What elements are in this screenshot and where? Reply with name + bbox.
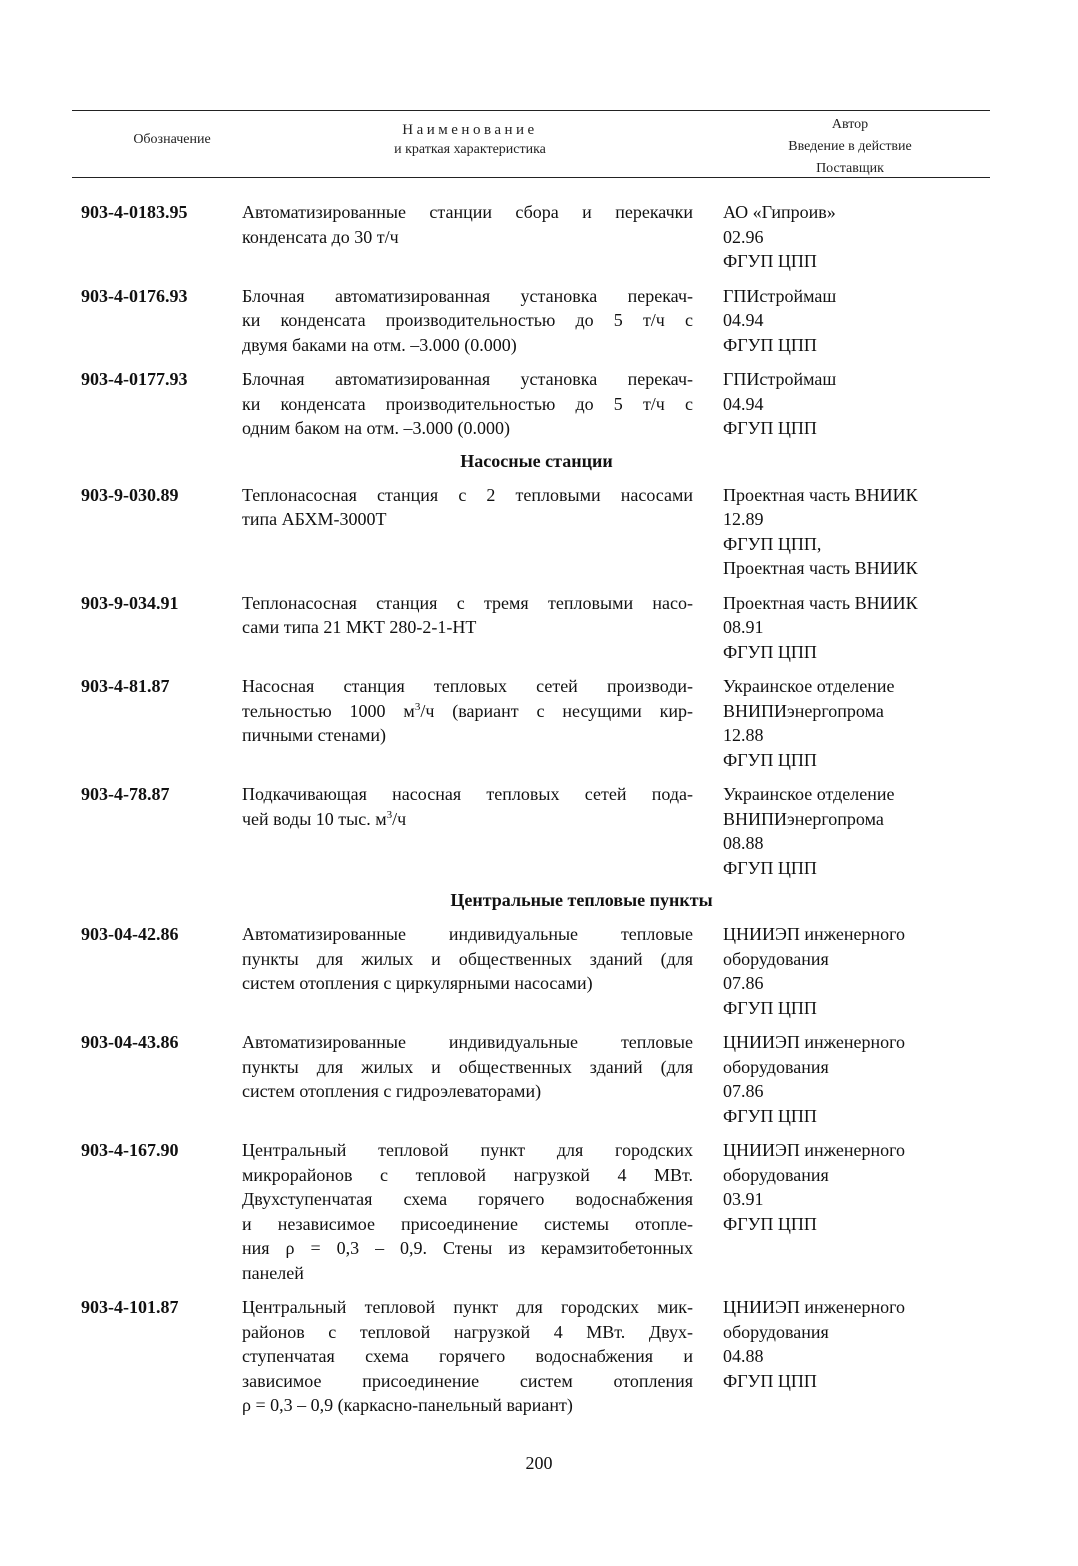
description-line: Центральный тепловой пункт для городских [242,1140,693,1160]
description [242,1295,693,1418]
description-line: Автоматизированные индивидуальные тепловые [242,1032,693,1052]
author-line: Украинское отделение [723,784,895,804]
designation-code: 903-4-0176.93 [81,285,188,306]
description [242,674,693,772]
description-line: типа АБХМ-3000Т [242,509,387,529]
description-line: ступенчатая схема горячего водоснабжения и [242,1346,693,1366]
description-line: Автоматизированные индивидуальные тепловые [242,924,693,944]
description-line: ρ = 0,3 – 0,9 (каркасно-панельный вариант) [242,1395,573,1415]
author-line: 04.94 [723,310,764,330]
designation-code: 903-9-030.89 [81,484,179,505]
author-line: ФГУП ЦПП [723,1370,817,1391]
description-line: пичными стенами) [242,725,387,745]
author-line: ЦНИИЭП инженерного [723,924,906,944]
author-line: Проектная часть ВНИИК [723,558,918,578]
author-line: 08.91 [723,617,764,637]
author-info [693,1138,983,1285]
author-line: ФГУП ЦПП [723,857,817,878]
author-info [693,200,983,274]
author-line: ВНИПИэнергопрома [723,808,884,829]
author-info [693,674,983,772]
author-line: 12.88 [723,725,764,745]
designation-code: 903-4-0183.95 [81,202,188,222]
description-line: ки конденсата производительностью до 5 т/ч с [242,310,693,330]
author-line: ФГУП ЦПП [723,334,817,355]
superscript: 3 [386,808,393,821]
description-line: ки конденсата производительностью до 5 т/ч с [242,393,693,414]
entries-group-central [0,922,1078,1418]
table-row [0,674,1078,772]
author-line: ЦНИИЭП инженерного [723,1032,906,1052]
column-header-author-line: Введение в действие [788,139,912,154]
description [242,284,693,358]
description-line: Двухступенчатая схема горячего водоснабжения [242,1189,693,1209]
table-row [0,1295,1078,1418]
designation-code: 903-04-42.86 [81,924,179,944]
description-line: сами типа 21 МКТ 280-2-1-НТ [242,617,477,637]
description-line: Насосная станция тепловых сетей производи- [242,676,693,696]
author-line: 07.86 [723,973,764,993]
column-header-author-line: Автор [831,117,869,132]
page-number: 200 [525,1453,553,1473]
column-header-author [710,114,990,180]
description [242,782,693,880]
author-line: Украинское отделение [723,676,895,696]
author-info [693,782,983,880]
description-line: систем отопления с гидроэлеваторами) [242,1081,542,1101]
table-row [0,200,1078,274]
author-info [693,591,983,665]
designation-code: 903-4-101.87 [81,1297,179,1317]
author-line: ФГУП ЦПП [723,641,817,662]
header-top-rule [72,110,990,111]
author-line: 02.96 [723,226,764,247]
description-line: одним баком на отм. –3.000 (0.000) [242,418,510,438]
author-info [693,367,983,441]
description-line: и независимое присоединение системы отопле- [242,1213,693,1234]
description-line: Блочная автоматизированная установка перекач- [242,285,693,306]
description [242,200,693,274]
author-info [693,1295,983,1418]
description [242,367,693,441]
designation-code: 903-9-034.91 [81,592,179,613]
table-row [0,284,1078,358]
column-header-name-subtitle: и краткая характеристика [394,142,546,157]
author-line: ГПИстроймаш [723,285,837,306]
description-line: ния ρ = 0,3 – 0,9. Стены из керамзитобетонных [242,1238,693,1258]
author-line: Проектная часть ВНИИК [723,592,918,613]
description-fragment: чей воды 10 тыс. м [242,808,387,829]
author-line: 03.91 [723,1189,764,1209]
column-header-author-line: Поставщик [816,161,884,176]
description-line: Подкачивающая насосная тепловых сетей пода- [242,784,693,804]
author-line: Проектная часть ВНИИК [723,484,918,505]
author-line: 12.89 [723,509,764,529]
author-line: 04.88 [723,1346,764,1366]
entries-group-pumping [0,483,1078,881]
entries-group-condensate [0,200,1078,441]
author-line: ФГУП ЦПП [723,749,817,770]
table-row [0,591,1078,665]
column-header-code: Обозначение [133,132,211,147]
author-line: 04.94 [723,393,764,414]
description-line: Центральный тепловой пункт для городских мик- [242,1297,693,1317]
description-fragment: тельностью 1000 м [242,700,415,721]
author-line: ФГУП ЦПП [723,1105,817,1126]
column-header-name-title: Наименование [402,122,538,138]
author-line: 08.88 [723,833,764,853]
author-line: оборудования [723,1164,829,1185]
designation-code: 903-4-78.87 [81,784,170,804]
author-line: ВНИПИэнергопрома [723,700,884,721]
table-row [0,367,1078,441]
author-line: оборудования [723,1056,829,1077]
description-line: Теплонасосная станция с тремя тепловыми насо- [242,592,693,613]
author-line: оборудования [723,948,829,969]
description-line: микрорайонов с тепловой нагрузкой 4 МВт. [242,1164,693,1185]
author-line: ФГУП ЦПП, [723,533,822,554]
table-row [0,483,1078,581]
author-line: оборудования [723,1321,829,1342]
author-info [693,284,983,358]
author-info [693,483,983,581]
description-line: Блочная автоматизированная установка перекач- [242,369,693,389]
description [242,483,693,581]
table-row [0,922,1078,1020]
description-line: двумя баками на отм. –3.000 (0.000) [242,334,517,355]
description-line: Автоматизированные станции сбора и перекачки [242,202,693,222]
author-line: 07.86 [723,1081,764,1101]
description-line: Теплонасосная станция с 2 тепловыми насосами [242,484,693,505]
header-bottom-rule [72,177,990,178]
author-line: ГПИстроймаш [723,369,837,389]
table-row [0,1138,1078,1285]
section-heading-central-heat-points: Центральные тепловые пункты [450,890,713,910]
designation-code: 903-4-0177.93 [81,369,188,389]
description-fragment: /ч [392,808,407,829]
description-line: пункты для жилых и общественных зданий (для [242,1056,693,1077]
designation-code: 903-4-81.87 [81,676,170,696]
author-line: ЦНИИЭП инженерного [723,1297,906,1317]
description-line: районов с тепловой нагрузкой 4 МВт. Двух- [242,1321,693,1342]
description-line [242,699,693,724]
catalog-table [0,200,1078,1428]
author-line: ФГУП ЦПП [723,1213,817,1234]
description-line: конденсата до 30 т/ч [242,226,399,247]
designation-code: 903-4-167.90 [81,1140,179,1160]
author-line: ЦНИИЭП инженерного [723,1140,906,1160]
description [242,1138,693,1285]
superscript: 3 [414,700,421,713]
author-line: ФГУП ЦПП [723,997,817,1018]
table-row [0,1030,1078,1128]
designation-code: 903-04-43.86 [81,1032,179,1052]
description-line: зависимое присоединение систем отопления [242,1370,693,1391]
description-fragment: /ч (вариант с несущими кир- [420,700,693,721]
author-info [693,922,983,1020]
author-line: ФГУП ЦПП [723,251,817,271]
author-line: АО «Гипроив» [723,202,836,222]
description [242,922,693,1020]
section-heading-pumping-stations: Насосные станции [460,450,613,471]
column-header-name [240,120,700,160]
table-row [0,782,1078,880]
description [242,1030,693,1128]
description-line: панелей [242,1262,304,1283]
description-line [242,807,693,832]
description [242,591,693,665]
description-line: систем отопления с циркулярными насосами) [242,973,593,993]
author-line: ФГУП ЦПП [723,418,817,438]
description-line: пункты для жилых и общественных зданий (для [242,948,693,969]
author-info [693,1030,983,1128]
